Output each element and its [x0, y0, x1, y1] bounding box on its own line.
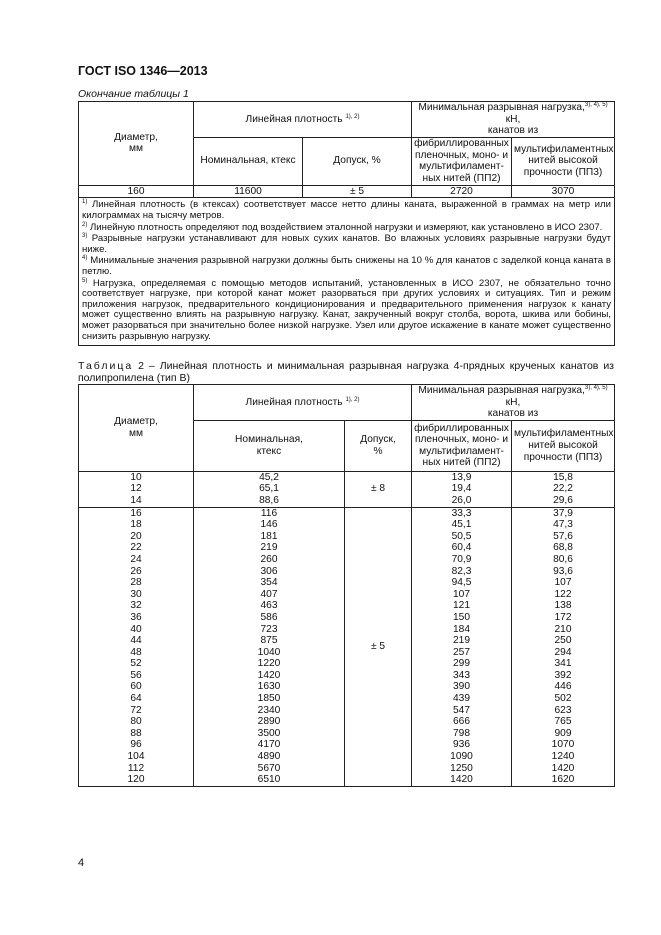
- table-cell-value: 112: [127, 762, 145, 774]
- table-cell-value: 150: [453, 611, 470, 623]
- table-cell-value: 22,2: [553, 483, 573, 495]
- table-cell-value: 22: [130, 542, 142, 554]
- table-cell-value: 37,9: [553, 507, 573, 519]
- t1-diameter-header: Диаметр, мм: [79, 102, 194, 186]
- table-cell-value: 57,6: [553, 530, 573, 542]
- footnote: $^{4)}$ Минимальные значения разрывной нагрузки должны быть снижены на 10 % для канатов с заделкой конца каната в петлю.: [82, 255, 612, 277]
- t2-nominal-header: Номинальная, ктекс: [194, 420, 345, 471]
- table-cell-value: 24: [130, 553, 142, 565]
- table-cell-value: 60: [130, 681, 142, 693]
- table1-caption: Окончание таблицы 1: [78, 88, 189, 100]
- table1: [78, 101, 615, 346]
- table-cell-value: 341: [554, 658, 572, 670]
- table-cell-value: 1250: [450, 762, 473, 774]
- table-cell-value: 3500: [257, 727, 281, 739]
- table-cell-value: 88,6: [259, 494, 279, 506]
- table-cell-value: 68,8: [553, 542, 573, 554]
- table-cell-value: 1220: [257, 658, 281, 670]
- table-cell-value: 45,2: [259, 471, 279, 483]
- t2-g1-tolerance: ± 8: [345, 471, 412, 507]
- table-cell-value: 1850: [257, 693, 281, 705]
- t2-g2-nominal: [194, 507, 345, 786]
- table-cell-value: 463: [260, 600, 278, 612]
- table2: [78, 384, 615, 787]
- table-cell-value: 1040: [257, 646, 281, 658]
- table-cell-value: 390: [453, 681, 470, 693]
- table-cell-value: 18: [130, 519, 142, 531]
- table-cell-value: 547: [453, 704, 470, 716]
- table-cell-value: 936: [453, 739, 470, 751]
- table-cell-value: 16: [130, 507, 142, 519]
- table-cell-value: 875: [260, 635, 278, 647]
- table-cell-value: 5670: [257, 762, 281, 774]
- table-cell-value: 48: [130, 646, 142, 658]
- table-cell-value: 52: [130, 658, 142, 670]
- table-cell-value: 299: [453, 658, 470, 670]
- t1-cell-diameter: 160: [79, 185, 194, 198]
- t2-group1: [79, 471, 615, 507]
- t1-min-break-header: Минимальная разрывная нагрузка,$^{3), 4), 5)}$ кН, канатов из: [412, 102, 615, 138]
- table-cell-value: 181: [260, 530, 278, 542]
- table-cell-value: 82,3: [451, 565, 472, 577]
- table-cell-value: 44: [130, 635, 142, 647]
- table-cell-value: 64: [130, 693, 142, 705]
- table-cell-value: 50,5: [451, 530, 472, 542]
- table-cell-value: 36: [130, 611, 142, 623]
- table-cell-value: 2340: [257, 704, 281, 716]
- table-cell-value: 116: [260, 507, 278, 519]
- table-cell-value: 60,4: [451, 542, 472, 554]
- t2-pp3-header: мультифиламентных нитей высокой прочности (ПП3): [512, 420, 615, 471]
- table-cell-value: 909: [554, 727, 572, 739]
- table-cell-value: 29,6: [553, 494, 573, 506]
- table-cell-value: 250: [554, 635, 572, 647]
- t1-cell-pp3: 3070: [512, 185, 615, 198]
- table2-caption: Таблица 2 – Линейная плотность и минимальная разрывная нагрузка 4-прядных крученых канатов из полипропилена (тип В): [78, 360, 614, 384]
- table-cell-value: 80,6: [553, 553, 573, 565]
- table-cell-value: 138: [554, 600, 572, 612]
- page-title: ГОСТ ISO 1346—2013: [78, 64, 208, 78]
- table-cell-value: 20: [130, 530, 142, 542]
- table-cell-value: 1620: [551, 774, 575, 786]
- table-cell-value: 4890: [257, 751, 281, 763]
- table-cell-value: 1420: [257, 669, 281, 681]
- t2-g2-pp3: [512, 507, 615, 786]
- table-cell-value: 14: [130, 494, 142, 506]
- table-cell-value: 1420: [551, 762, 575, 774]
- table-cell-value: 10: [130, 471, 142, 483]
- t2-group2: [79, 507, 615, 786]
- table-cell-value: 586: [260, 611, 278, 623]
- t2-tolerance-header: Допуск, %: [345, 420, 412, 471]
- table-cell-value: 294: [554, 646, 572, 658]
- table-cell-value: 70,9: [451, 553, 472, 565]
- table-cell-value: 40: [130, 623, 142, 635]
- table-cell-value: 219: [453, 635, 470, 647]
- table-cell-value: 121: [453, 600, 470, 612]
- table-cell-value: 120: [127, 774, 145, 786]
- table-cell-value: 104: [127, 751, 145, 763]
- table-cell-value: 122: [554, 588, 572, 600]
- t2-linear-density-header: Линейная плотность $^{1), 2)}$: [194, 385, 412, 421]
- table-cell-value: 6510: [257, 774, 281, 786]
- table-cell-value: 32: [130, 600, 142, 612]
- page-number: 4: [78, 857, 85, 869]
- table-cell-value: 47,3: [553, 519, 573, 531]
- t1-cell-nominal: 11600: [194, 185, 303, 198]
- t2-min-break-header: Минимальная разрывная нагрузка,$^{3), 4), 5)}$ кН, канатов из: [412, 385, 615, 421]
- t2-g1-nominal: [194, 471, 345, 507]
- t1-pp3-header: мультифиламентных нитей высокой прочности (ПП3): [512, 137, 615, 185]
- table-cell-value: 446: [554, 681, 572, 693]
- table-cell-value: 93,6: [553, 565, 573, 577]
- table-cell-value: 56: [130, 669, 142, 681]
- t2-g2-tolerance: ± 5: [345, 507, 412, 786]
- t2-pp2-header: фибриллированных пленочных, моно- и мультифиламент-ных нитей (ПП2): [412, 420, 512, 471]
- table-cell-value: 210: [554, 623, 572, 635]
- t2-g1-pp3: [512, 471, 615, 507]
- t2-g1-pp2: [412, 471, 512, 507]
- table-cell-value: 96: [130, 739, 142, 751]
- table-cell-value: 13,9: [451, 471, 472, 483]
- table-cell-value: 343: [453, 669, 470, 681]
- table-cell-value: 28: [130, 577, 142, 589]
- t1-tolerance-header: Допуск, %: [303, 137, 412, 185]
- table-cell-value: 623: [554, 704, 572, 716]
- table-cell-value: 765: [554, 716, 572, 728]
- table-cell-value: 26: [130, 565, 142, 577]
- table-row: [79, 185, 615, 198]
- t2-g2-diameters: [79, 507, 194, 786]
- t1-nominal-header: Номинальная, ктекс: [194, 137, 303, 185]
- table-cell-value: 19,4: [451, 483, 472, 495]
- table-cell-value: 15,8: [553, 471, 573, 483]
- table-cell-value: 72: [130, 704, 142, 716]
- table-cell-value: 4170: [257, 739, 281, 751]
- t1-cell-pp2: 2720: [412, 185, 512, 198]
- table-cell-value: 80: [130, 716, 142, 728]
- table-cell-value: 798: [453, 727, 470, 739]
- table-cell-value: 172: [554, 611, 572, 623]
- t1-pp2-header: фибриллированных пленочных, моно- и мультифиламент-ных нитей (ПП2): [412, 137, 512, 185]
- table-cell-value: 146: [260, 519, 278, 531]
- table-cell-value: 502: [554, 693, 572, 705]
- table-cell-value: 219: [260, 542, 278, 554]
- table-cell-value: 354: [260, 577, 278, 589]
- table-cell-value: 107: [453, 588, 470, 600]
- table-cell-value: 666: [453, 716, 470, 728]
- table-cell-value: 1070: [551, 739, 575, 751]
- t2-diameter-header: Диаметр, мм: [79, 385, 194, 472]
- table-cell-value: 45,1: [451, 519, 472, 531]
- table-cell-value: 94,5: [451, 577, 472, 589]
- t2-g1-diameters: [79, 471, 194, 507]
- table1-footnotes: [79, 198, 615, 346]
- t2-g2-pp2: [412, 507, 512, 786]
- table-cell-value: 2890: [257, 716, 281, 728]
- table-cell-value: 260: [260, 553, 278, 565]
- t1-linear-density-header: Линейная плотность $^{1), 2)}$: [194, 102, 412, 138]
- table-cell-value: 723: [260, 623, 278, 635]
- table-cell-value: 33,3: [451, 507, 472, 519]
- footnote: $^{5)}$ Нагрузка, определяемая с помощью методов испытаний, установленных в ИСО 2307, не обязательно точно соответствует нагрузке, при которой канат может разорваться при других условиях и ситуациях. Тип и режим приложения нагрузок, предварительного кондиционирования и предварительного применения нагрузок к канату может существенно влиять на разрывную нагрузку. Канат, закрученный вокруг столба, ворота, шкива или бобины, может разорваться при значительно более низкой нагрузке. Узел или другое искажение в канате может существенно снизить разрывную нагрузку.: [82, 277, 612, 342]
- footnote: $^{2)}$ Линейную плотность определяют под воздействием эталонной нагрузки и измеряют, как установлено в ИСО 2307.: [82, 221, 603, 233]
- table-cell-value: 26,0: [451, 494, 472, 506]
- table-cell-value: 1090: [450, 751, 473, 763]
- table-cell-value: 1240: [551, 751, 575, 763]
- table-cell-value: 392: [554, 669, 572, 681]
- table-cell-value: 1420: [450, 774, 473, 786]
- table-cell-value: 306: [260, 565, 278, 577]
- table-cell-value: 30: [130, 588, 142, 600]
- table-cell-value: 65,1: [259, 483, 279, 495]
- table-cell-value: 1630: [257, 681, 281, 693]
- footnote: $^{3)}$ Разрывные нагрузки устанавливают для новых сухих канатов. Во влажных условиях разрывные нагрузки будут ниже.: [82, 233, 612, 255]
- table-cell-value: 407: [260, 588, 278, 600]
- table-cell-value: 439: [453, 693, 470, 705]
- table-cell-value: 88: [130, 727, 142, 739]
- footnote: $^{1)}$ Линейная плотность (в ктексах) соответствует массе нетто длины каната, выраженной в граммах на метр или килограммах на тысячу метров.: [82, 199, 612, 221]
- t1-cell-tolerance: ± 5: [303, 185, 412, 198]
- table-cell-value: 12: [130, 483, 142, 495]
- table-cell-value: 257: [453, 646, 470, 658]
- table-cell-value: 184: [453, 623, 470, 635]
- table-cell-value: 107: [554, 577, 572, 589]
